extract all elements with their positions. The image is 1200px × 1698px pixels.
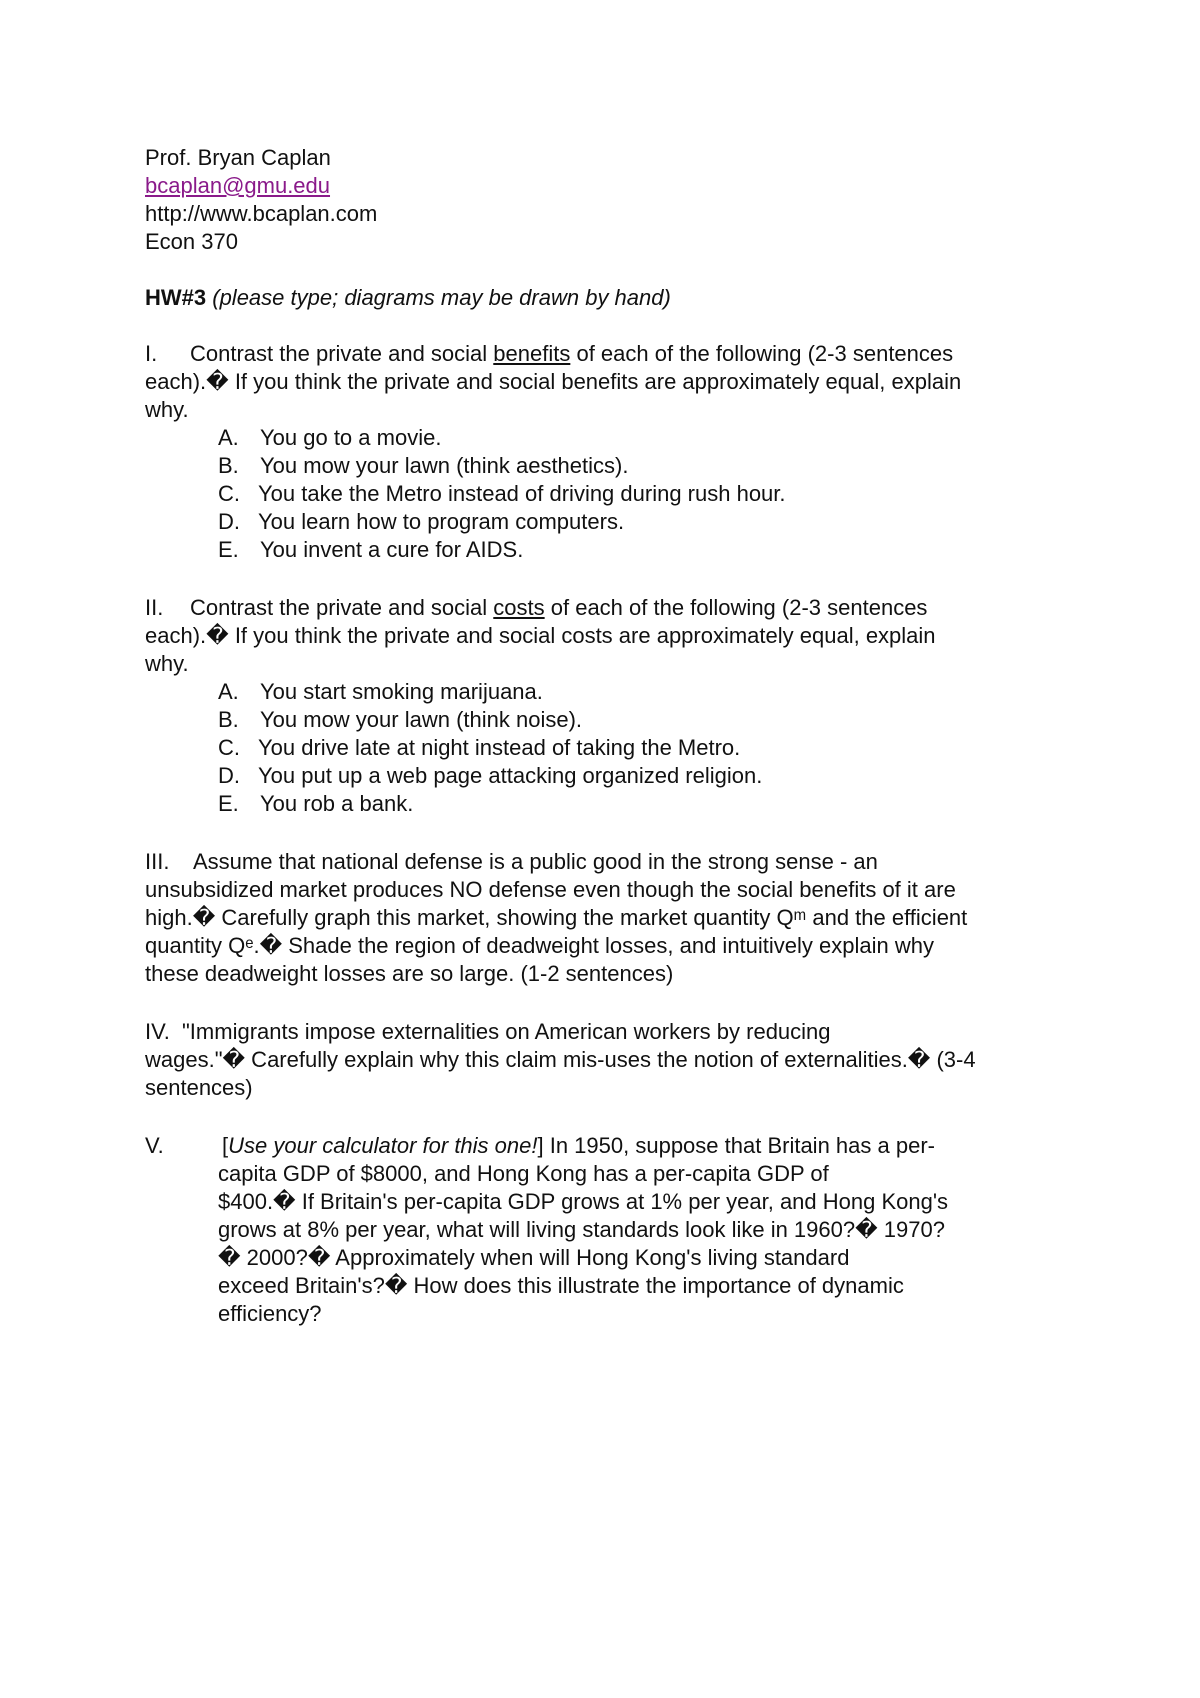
section-2-item-b-letter: B. [218, 707, 239, 732]
section-1-item-b: You mow your lawn (think aesthetics). [260, 453, 629, 478]
section-2-item-c-letter: C. [218, 735, 240, 760]
section-2-line-1 [190, 594, 927, 622]
section-2-item-e-letter: E. [218, 791, 239, 816]
section-5-numeral: V. [145, 1133, 164, 1158]
section-5-line-4: grows at 8% per year, what will living standards look like in 1960?� 1970? [218, 1217, 945, 1242]
section-1-keyword: benefits [493, 341, 571, 366]
section-5-line-3: $400.� If Britain's per-capita GDP grows at 1% per year, and Hong Kong's [218, 1189, 949, 1214]
section-5-calculator-note: Use your calculator for this one! [228, 1133, 538, 1158]
section-3-line-2: unsubsidized market produces NO defense even though the social benefits of it are [145, 877, 956, 902]
email-link[interactable]: bcaplan@gmu.edu [145, 173, 331, 198]
section-5-line-1 [222, 1132, 935, 1160]
section-2-line-2: each).� If you think the private and social costs are approximately equal, explain [145, 623, 936, 648]
section-2-item-e: You rob a bank. [260, 791, 414, 816]
section-1-item-e-letter: E. [218, 537, 239, 562]
section-1-line-1 [190, 340, 953, 368]
section-4-line-3: sentences) [145, 1075, 253, 1100]
section-2-item-d-letter: D. [218, 763, 240, 788]
section-3-line-5: these deadweight losses are so large. (1-2 sentences) [145, 961, 674, 986]
section-4-line-2: wages."� Carefully explain why this claim mis-uses the notion of externalities.� (3-4 [145, 1047, 976, 1072]
section-1-item-d-letter: D. [218, 509, 240, 534]
section-5-bracket-open: [ [222, 1133, 229, 1158]
section-3-line-3: high.� Carefully graph this market, showing the market quantity Qᵐ and the efficient [145, 905, 968, 930]
section-2-keyword: costs [493, 595, 545, 620]
section-2-line-1-pre: Contrast the private and social [190, 595, 494, 620]
section-1-item-e: You invent a cure for AIDS. [260, 537, 524, 562]
author-name: Prof. Bryan Caplan [145, 145, 331, 170]
section-1-item-c-letter: C. [218, 481, 240, 506]
section-1-line-2: each).� If you think the private and social benefits are approximately equal, explain [145, 369, 962, 394]
hw-title: HW#3 [145, 285, 207, 310]
section-5-line-2: capita GDP of $8000, and Hong Kong has a per-capita GDP of [218, 1161, 829, 1186]
website-url: http://www.bcaplan.com [145, 201, 378, 226]
section-1-line-3: why. [145, 397, 189, 422]
section-3-line-1: Assume that national defense is a public good in the strong sense - an [193, 849, 878, 874]
section-3-numeral: III. [145, 849, 170, 874]
section-1-item-d: You learn how to program computers. [258, 509, 625, 534]
section-5-line-6: exceed Britain's?� How does this illustrate the importance of dynamic [218, 1273, 904, 1298]
section-2-item-c: You drive late at night instead of taking the Metro. [258, 735, 741, 760]
section-2-item-b: You mow your lawn (think noise). [260, 707, 583, 732]
section-2-numeral: II. [145, 595, 164, 620]
section-4-numeral: IV. [145, 1019, 170, 1044]
section-2-item-d: You put up a web page attacking organized religion. [258, 763, 763, 788]
hw-subtitle: (please type; diagrams may be drawn by hand) [212, 285, 671, 310]
section-1-line-1-post: of each of the following (2-3 sentences [570, 341, 954, 366]
section-2-line-3: why. [145, 651, 189, 676]
section-1-item-a-letter: A. [218, 425, 239, 450]
section-1-item-a: You go to a movie. [260, 425, 442, 450]
section-1-line-1-pre: Contrast the private and social [190, 341, 494, 366]
section-1-item-b-letter: B. [218, 453, 239, 478]
section-4-line-1: "Immigrants impose externalities on American workers by reducing [182, 1019, 831, 1044]
course-name: Econ 370 [145, 229, 238, 254]
section-3-line-4: quantity Qᵉ.� Shade the region of deadweight losses, and intuitively explain why [145, 933, 934, 958]
section-5-line-5: � 2000?� Approximately when will Hong Kong's living standard [218, 1245, 850, 1270]
section-2-line-1-post: of each of the following (2-3 sentences [544, 595, 928, 620]
section-2-item-a: You start smoking marijuana. [260, 679, 543, 704]
section-1-numeral: I. [145, 341, 158, 366]
section-2-item-a-letter: A. [218, 679, 239, 704]
section-5-line-7: efficiency? [218, 1301, 322, 1326]
section-5-line-1-post: ] In 1950, suppose that Britain has a per- [537, 1133, 935, 1158]
section-1-item-c: You take the Metro instead of driving during rush hour. [258, 481, 786, 506]
hw-title-line [145, 284, 671, 312]
